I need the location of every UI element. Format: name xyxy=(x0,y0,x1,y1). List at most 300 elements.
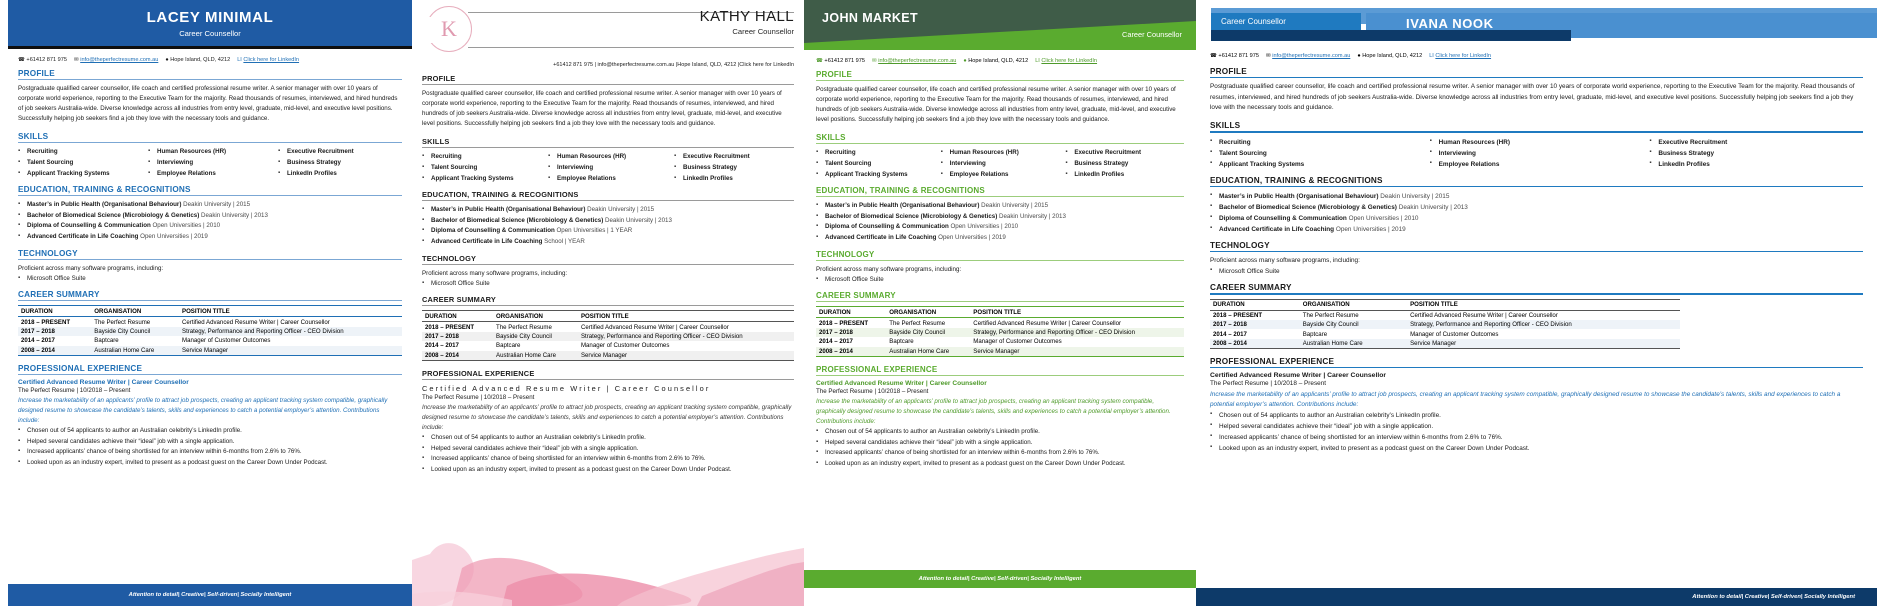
candidate-job-title: Career Counsellor xyxy=(1221,17,1286,26)
resume-card-john-market[interactable] xyxy=(804,0,1196,606)
contact-bar[interactable] xyxy=(422,62,794,68)
experience-role: Certified Advanced Resume Writer | Career Counsellor xyxy=(18,378,189,386)
table-row xyxy=(18,327,402,336)
education-item xyxy=(1210,224,1863,235)
section-title-technology: TECHNOLOGY xyxy=(422,253,477,263)
table-cell-organisation: Bayside City Council xyxy=(94,328,151,336)
education-item xyxy=(816,233,1184,244)
skill-item: ▪ Interviewing xyxy=(1430,148,1644,159)
career-summary-table xyxy=(18,306,402,355)
table-row xyxy=(1210,310,1680,320)
table-cell-duration: 2008 – 2014 xyxy=(425,351,459,359)
table-cell-organisation: Bayside City Council xyxy=(1302,321,1359,329)
table-header-row xyxy=(18,306,402,317)
education-institution: Deakin University | 2015 xyxy=(587,206,655,214)
table-cell-duration: 2008 – 2014 xyxy=(819,347,853,355)
resume-header-banner xyxy=(412,0,804,56)
contact-inline[interactable]: +61412 871 975 | info@theperfectresume.com.au |Hope Island, QLD, 4212 |Click here for LinkedIn xyxy=(553,62,794,68)
technology-intro: Proficient across many software programs, including: xyxy=(422,269,568,277)
education-item xyxy=(18,211,402,222)
skill-item: ▪ Applicant Tracking Systems xyxy=(816,170,935,181)
table-cell-organisation: The Perfect Resume xyxy=(94,318,151,326)
education-qualification: Bachelor of Biomedical Science (Microbiology & Genetics) xyxy=(1219,203,1399,211)
section-divider xyxy=(816,196,1184,197)
table-cell-duration: 2008 – 2014 xyxy=(1213,339,1247,347)
education-list xyxy=(18,200,402,243)
education-qualification: Diploma of Counselling & Communication xyxy=(27,222,153,230)
profile-text: Postgraduate qualified career counsellor, life coach and certified professional resume writer. A senior manager with over 10 years of corporate world experience, reporting to the Executive Team for the majority. Read thousands of resumes, interviewed, and hired hundreds of job seekers Australia-wide. Diverse knowledge across all industries from entry level, graduate, mid-level, and executive level positions. Successfully helping job seekers find a job they love with the necessary tools and guidance. xyxy=(1210,83,1855,111)
skill-item: ▪ Applicant Tracking Systems xyxy=(422,174,542,185)
education-qualification: Diploma of Counselling & Communication xyxy=(431,227,557,235)
skill-item: ▪ LinkedIn Profiles xyxy=(674,174,794,185)
phone-icon: ☎ xyxy=(18,57,25,63)
experience-bullet-item: ▪ Chosen out of 54 applicants to author an Australian celebrity’s LinkedIn profile. xyxy=(816,427,1184,438)
table-cell-organisation: Baptcare xyxy=(94,337,119,345)
experience-summary: Increase the marketability of an applicants’ profile to attract job prospects, creating an applicant tracking system compatible, graphically designed resume to showcase the candidate’s talents, skills and experiences to catch a potential employer’s attention. Contributions include: xyxy=(18,397,388,425)
contact-email[interactable]: info@theperfectresume.com.au xyxy=(80,57,159,63)
skill-item: ▪ Business Strategy xyxy=(1649,148,1863,159)
education-institution: Deakin University | 2013 xyxy=(1398,203,1468,211)
technology-list xyxy=(1210,266,1863,277)
contact-linkedin-link[interactable]: Click here for LinkedIn xyxy=(243,57,300,63)
technology-item: ▪ Microsoft Office Suite xyxy=(18,274,402,285)
experience-bullet-item: ▪ Chosen out of 54 applicants to author an Australian celebrity’s LinkedIn profile. xyxy=(422,433,794,444)
section-title-skills: SKILLS xyxy=(18,132,49,142)
skill-item: ▪ Employee Relations xyxy=(941,170,1060,181)
experience-company-dates: The Perfect Resume | 10/2018 – Present xyxy=(18,386,131,394)
table-cell-position: Service Manager xyxy=(973,347,1020,355)
skill-item: ▪ Recruiting xyxy=(816,148,935,159)
education-qualification: Bachelor of Biomedical Science (Microbiology & Genetics) xyxy=(431,216,605,224)
section-title-professional-experience: PROFESSIONAL EXPERIENCE xyxy=(422,368,535,378)
section-divider xyxy=(1210,293,1863,294)
header-rule-bottom xyxy=(468,47,794,48)
map-pin-icon: ● xyxy=(1357,53,1361,59)
linkedin-icon: LI xyxy=(237,57,242,63)
experience-bullet-item: ▪ Increased applicants’ chance of being shortlisted for an interview within 6-months from 2.6% to 76%. xyxy=(816,448,1184,459)
section-title-skills: SKILLS xyxy=(422,137,450,147)
career-summary-table xyxy=(1210,300,1680,349)
table-cell-duration: 2017 – 2018 xyxy=(1213,321,1247,329)
experience-role: Certified Advanced Resume Writer | Career Counsellor xyxy=(816,379,987,387)
technology-intro: Proficient across many software programs, including: xyxy=(18,264,164,272)
education-item xyxy=(422,216,794,227)
section-title-education: EDUCATION, TRAINING & RECOGNITIONS xyxy=(422,190,579,200)
candidate-job-title: Career Counsellor xyxy=(1122,30,1182,39)
table-cell-duration: 2017 – 2018 xyxy=(425,333,459,341)
table-row xyxy=(422,341,794,350)
education-institution: Deakin University | 2015 xyxy=(981,202,1049,210)
table-column-header: DURATION xyxy=(425,312,457,320)
table-column-header: DURATION xyxy=(21,307,53,315)
table-cell-organisation: Australian Home Care xyxy=(496,351,556,359)
skill-item: ▪ Executive Recruitment xyxy=(674,152,794,163)
table-cell-duration: 2014 – 2017 xyxy=(819,338,853,346)
contact-location: Hope Island, QLD, 4212 xyxy=(1362,53,1423,59)
section-divider xyxy=(816,260,1184,261)
skill-item: ▪ Recruiting xyxy=(1210,137,1424,148)
contact-phone: +61412 871 975 xyxy=(1218,53,1260,59)
skill-item: ▪ LinkedIn Profiles xyxy=(1649,159,1863,170)
linkedin-icon: LI xyxy=(1429,53,1434,59)
career-summary-table xyxy=(816,307,1184,356)
contact-location: Hope Island, QLD, 4212 xyxy=(968,58,1029,64)
table-cell-position: Certified Advanced Resume Writer | Career Counsellor xyxy=(580,323,729,331)
table-cell-position: Strategy, Performance and Reporting Officer - CEO Division xyxy=(580,333,743,341)
experience-bullet-item: ▪ Increased applicants’ chance of being shortlisted for an interview within 6-months from 2.6% to 76%. xyxy=(422,454,794,465)
education-qualification: Advanced Certificate in Life Coaching xyxy=(825,234,939,242)
section-title-career-summary: CAREER SUMMARY xyxy=(18,290,100,300)
experience-company-dates: The Perfect Resume | 10/2018 – Present xyxy=(1210,380,1327,388)
education-qualification: Diploma of Counselling & Communication xyxy=(825,223,951,231)
candidate-job-title: Career Counsellor xyxy=(732,27,794,36)
resume-card-lacey-minimal[interactable] xyxy=(8,0,412,606)
experience-bullet-item: ▪ Increased applicants’ chance of being shortlisted for an interview within 6-months from 2.6% to 76%. xyxy=(18,447,402,458)
technology-intro: Proficient across many software programs, including: xyxy=(816,265,962,273)
resume-card-ivana-nook[interactable] xyxy=(1196,0,1877,606)
table-cell-duration: 2017 – 2018 xyxy=(21,328,55,336)
contact-linkedin-link[interactable]: Click here for LinkedIn xyxy=(1435,53,1492,59)
experience-bullet-item: ▪ Looked upon as an industry expert, invited to present as a podcast guest on the Career Down Under Podcast. xyxy=(816,459,1184,470)
candidate-name: JOHN MARKET xyxy=(822,11,919,25)
experience-role: Certified Advanced Resume Writer | Career Counsellor xyxy=(422,383,711,393)
education-institution: Open Universities | 2019 xyxy=(1335,225,1406,233)
skills-list xyxy=(1210,137,1863,170)
footer-bar xyxy=(8,584,412,606)
resume-header-banner xyxy=(804,0,1196,50)
skill-item: ▪ Talent Sourcing xyxy=(1210,148,1424,159)
skill-item: ▪ Interviewing xyxy=(548,163,668,174)
table-cell-organisation: Australian Home Care xyxy=(94,346,155,354)
education-institution: Open Universities | 2019 xyxy=(140,233,208,241)
table-column-header: ORGANISATION xyxy=(1302,301,1350,309)
table-cell-duration: 2008 – 2014 xyxy=(21,346,55,354)
education-item xyxy=(1210,202,1863,213)
table-cell-duration: 2017 – 2018 xyxy=(819,329,853,337)
table-column-header: DURATION xyxy=(1213,301,1245,309)
table-cell-duration: 2018 – PRESENT xyxy=(1213,311,1263,319)
education-list xyxy=(1210,191,1863,235)
table-row xyxy=(1210,320,1680,329)
education-qualification: Bachelor of Biomedical Science (Microbiology & Genetics) xyxy=(27,211,201,219)
section-title-professional-experience: PROFESSIONAL EXPERIENCE xyxy=(1210,357,1335,367)
table-cell-organisation: Australian Home Care xyxy=(889,347,950,355)
education-institution: Deakin University | 2015 xyxy=(1380,192,1450,200)
watercolor-decoration xyxy=(412,490,804,606)
technology-list xyxy=(422,279,794,290)
envelope-icon: ✉ xyxy=(1266,53,1271,59)
technology-list xyxy=(18,274,402,285)
table-cell-organisation: Baptcare xyxy=(496,342,521,350)
footer-tagline: Attention to detail| Creative| Self-driven| Socially Intelligent xyxy=(1692,594,1855,600)
table-column-header: ORGANISATION xyxy=(94,307,142,315)
experience-bullet-item: ▪ Looked upon as an industry expert, invited to present as a podcast guest on the Career Down Under Podcast. xyxy=(1210,443,1863,454)
profile-text: Postgraduate qualified career counsellor, life coach and certified professional resume writer. A senior manager with over 10 years of corporate world experience, reporting to the Executive Team for the majority. Read thousands of resumes, interviewed, and hired hundreds of job seekers Australia-wide. Diverse knowledge across all industries from entry level, graduate, mid-level, and executive level positions. Successfully helping job seekers find a job they love with the necessary tools and guidance. xyxy=(816,86,1176,124)
table-header-row xyxy=(816,307,1184,318)
section-title-technology: TECHNOLOGY xyxy=(1210,240,1270,250)
education-institution: Deakin University | 2013 xyxy=(200,211,268,219)
table-cell-position: Strategy, Performance and Reporting Officer - CEO Division xyxy=(182,328,344,336)
skill-item: ▪ Human Resources (HR) xyxy=(148,147,272,158)
table-cell-position: Certified Advanced Resume Writer | Career Counsellor xyxy=(973,319,1122,327)
skills-list xyxy=(816,148,1184,180)
section-divider xyxy=(18,374,402,375)
section-title-profile: PROFILE xyxy=(422,74,456,83)
technology-intro: Proficient across many software programs, including: xyxy=(1210,256,1360,264)
footer-tagline: Attention to detail| Creative| Self-driven| Socially Intelligent xyxy=(128,592,292,598)
header-band-dark xyxy=(1211,30,1571,41)
table-cell-position: Manager of Customer Outcomes xyxy=(1410,330,1499,338)
education-institution: Open Universities | 2010 xyxy=(950,223,1019,231)
table-row xyxy=(1210,339,1680,348)
table-cell-organisation: Bayside City Council xyxy=(889,329,946,337)
table-cell-organisation: Baptcare xyxy=(889,338,914,346)
candidate-name: IVANA NOOK xyxy=(1406,16,1494,31)
skill-item: ▪ Talent Sourcing xyxy=(816,159,935,170)
section-divider xyxy=(422,379,794,380)
education-list-alt xyxy=(422,205,794,248)
experience-summary: Increase the marketability of an applicants’ profile to attract job prospects, creating an applicant tracking system compatible, graphically designed resume to showcase the candidate’s talents, skills and experiences to catch a potential employer’s attention. Contributions include: xyxy=(1210,390,1841,408)
table-column-header: POSITION TITLE xyxy=(182,307,230,315)
table-cell-position: Manager of Customer Outcomes xyxy=(580,342,670,350)
technology-list xyxy=(816,275,1184,286)
education-item xyxy=(422,226,794,237)
table-cell-position: Manager of Customer Outcomes xyxy=(973,338,1062,346)
experience-summary: Increase the marketability of an applicants’ profile to attract job prospects, creating an applicant tracking system compatible, graphically designed resume to showcase the candidate’s talents, skills and experiences to catch a potential employer’s attention. Contributions include: xyxy=(422,404,792,432)
experience-bullet-item: ▪ Helped several candidates achieve their “ideal” job with a single application. xyxy=(18,437,402,448)
table-cell-position: Certified Advanced Resume Writer | Career Counsellor xyxy=(1410,311,1558,319)
table-column-header: POSITION TITLE xyxy=(973,308,1022,316)
section-divider xyxy=(18,300,402,301)
section-divider xyxy=(422,264,794,265)
education-item xyxy=(18,200,402,211)
experience-bullets xyxy=(18,426,402,469)
phone-icon: ☎ xyxy=(1210,53,1217,59)
skill-item: ▪ Interviewing xyxy=(941,159,1060,170)
profile-text: Postgraduate qualified career counsellor, life coach and certified professional resume writer. A senior manager with over 10 years of corporate world experience, reporting to the Executive Team for the majority. Read thousands of resumes, interviewed, and hired hundreds of job seekers Australia-wide. Diverse knowledge across all industries from entry level, graduate, mid-level, and executive level positions. Successfully helping job seekers find a job they love with the necessary tools and guidance. xyxy=(422,90,782,128)
section-divider xyxy=(1210,251,1863,252)
monogram-letter: K xyxy=(441,16,457,41)
contact-bar xyxy=(816,58,1184,64)
table-row xyxy=(816,347,1184,356)
table-column-header: POSITION TITLE xyxy=(1410,301,1458,309)
contact-email[interactable]: info@theperfectresume.com.au xyxy=(878,58,957,64)
education-institution: Open Universities | 2010 xyxy=(152,222,221,230)
experience-bullet-item: ▪ Increased applicants’ chance of being shortlisted for an interview within 6-months from 2.6% to 76%. xyxy=(1210,432,1863,443)
candidate-job-title: Career Counsellor xyxy=(179,28,241,38)
skill-item: ▪ Business Strategy xyxy=(1065,159,1184,170)
skill-item: ▪ Interviewing xyxy=(148,158,272,169)
envelope-icon: ✉ xyxy=(872,58,877,64)
experience-bullet-item: ▪ Chosen out of 54 applicants to author an Australian celebrity’s LinkedIn profile. xyxy=(1210,410,1863,421)
skill-item: ▪ Human Resources (HR) xyxy=(1430,137,1644,148)
contact-location: Hope Island, QLD, 4212 xyxy=(170,57,231,63)
skill-item: ▪ Employee Relations xyxy=(1430,159,1644,170)
table-cell-duration: 2018 – PRESENT xyxy=(425,323,475,331)
skill-item: ▪ Executive Recruitment xyxy=(1065,148,1184,159)
education-item xyxy=(422,205,794,216)
skill-item: ▪ Business Strategy xyxy=(278,158,402,169)
linkedin-icon: LI xyxy=(1035,58,1040,64)
section-divider xyxy=(816,301,1184,302)
table-row xyxy=(422,351,794,360)
experience-bullet-item: ▪ Helped several candidates achieve their “ideal” job with a single application. xyxy=(816,438,1184,449)
education-qualification: Advanced Certificate in Life Coaching xyxy=(27,233,141,241)
footer-bar xyxy=(1196,588,1877,606)
skill-item: ▪ LinkedIn Profiles xyxy=(1065,170,1184,181)
table-cell-organisation: Australian Home Care xyxy=(1302,339,1363,347)
education-item xyxy=(816,222,1184,233)
education-qualification: Master’s in Public Health (Organisational Behaviour) xyxy=(431,206,588,214)
table-cell-duration: 2018 – PRESENT xyxy=(21,318,71,326)
table-cell-position: Strategy, Performance and Reporting Officer - CEO Division xyxy=(1410,321,1572,329)
header-triangle-shape xyxy=(804,0,1196,50)
experience-company-dates: The Perfect Resume | 10/2018 – Present xyxy=(422,393,535,401)
resume-card-kathy-hall[interactable] xyxy=(412,0,804,606)
education-institution: Deakin University | 2013 xyxy=(604,216,672,224)
contact-bar xyxy=(1210,53,1863,59)
contact-linkedin-link[interactable]: Click here for LinkedIn xyxy=(1041,58,1098,64)
section-divider xyxy=(1210,131,1863,132)
education-qualification: Bachelor of Biomedical Science (Microbiology & Genetics) xyxy=(825,212,999,220)
experience-bullets xyxy=(816,427,1184,470)
education-qualification: Master’s in Public Health (Organisational Behaviour) xyxy=(825,202,982,210)
education-institution: Deakin University | 2013 xyxy=(998,212,1066,220)
section-title-skills: SKILLS xyxy=(1210,121,1241,131)
technology-item: ▪ Microsoft Office Suite xyxy=(816,275,1184,286)
table-row xyxy=(422,332,794,341)
table-column-header: POSITION TITLE xyxy=(580,312,629,320)
section-divider xyxy=(816,80,1184,81)
table-row xyxy=(1210,329,1680,338)
table-cell-position: Service Manager xyxy=(182,346,229,354)
education-item xyxy=(1210,191,1863,202)
section-title-technology: TECHNOLOGY xyxy=(816,249,875,259)
table-row xyxy=(18,336,402,345)
education-qualification: Master’s in Public Health (Organisational Behaviour) xyxy=(1219,192,1381,200)
contact-phone: +61412 871 975 xyxy=(824,58,866,64)
education-qualification: Diploma of Counselling & Communication xyxy=(1219,214,1349,222)
section-title-professional-experience: PROFESSIONAL EXPERIENCE xyxy=(816,364,938,374)
education-item xyxy=(816,212,1184,223)
experience-summary: Increase the marketability of an applicants’ profile to attract job prospects, creating an applicant tracking system compatible, graphically designed resume to showcase the candidate’s talents, skills and experiences to catch a potential employer’s attention. Contributions include: xyxy=(816,398,1171,426)
education-institution: Open Universities | 1 YEAR xyxy=(556,227,633,235)
section-title-profile: PROFILE xyxy=(1210,67,1247,76)
table-cell-position: Service Manager xyxy=(1410,339,1457,347)
table-cell-duration: 2014 – 2017 xyxy=(21,337,55,345)
section-divider xyxy=(18,79,402,80)
skills-list xyxy=(18,147,402,179)
section-divider xyxy=(1210,77,1863,78)
section-title-technology: TECHNOLOGY xyxy=(18,248,78,258)
section-title-education: EDUCATION, TRAINING & RECOGNITIONS xyxy=(816,186,985,196)
skill-item: ▪ Employee Relations xyxy=(548,174,668,185)
resume-header-banner xyxy=(1196,0,1877,44)
table-row xyxy=(18,317,402,327)
phone-icon: ☎ xyxy=(816,58,823,64)
section-title-skills: SKILLS xyxy=(816,133,846,143)
table-row xyxy=(18,346,402,355)
table-column-header: ORGANISATION xyxy=(889,308,937,316)
envelope-icon: ✉ xyxy=(74,57,79,63)
skill-item: ▪ Recruiting xyxy=(422,152,542,163)
section-divider xyxy=(422,84,794,85)
footer-tagline: Attention to detail| Creative| Self-driven| Socially Intelligent xyxy=(918,576,1082,582)
education-item xyxy=(816,201,1184,212)
education-institution: Open Universities | 2019 xyxy=(938,234,1006,242)
table-column-header: ORGANISATION xyxy=(496,312,543,320)
table-row xyxy=(422,322,794,332)
table-cell-position: Manager of Customer Outcomes xyxy=(182,337,271,345)
education-item xyxy=(18,232,402,243)
experience-bullets xyxy=(422,433,794,476)
technology-item: ▪ Microsoft Office Suite xyxy=(422,279,794,290)
skill-item: ▪ Talent Sourcing xyxy=(422,163,542,174)
education-qualification: Advanced Certificate in Life Coaching xyxy=(1219,225,1336,233)
experience-bullet-item: ▪ Looked upon as an industry expert, invited to present as a podcast guest on the Career Down Under Podcast. xyxy=(422,465,794,476)
section-divider xyxy=(18,142,402,143)
skill-item: ▪ Business Strategy xyxy=(674,163,794,174)
table-cell-position: Strategy, Performance and Reporting Officer - CEO Division xyxy=(973,329,1135,337)
technology-item: ▪ Microsoft Office Suite xyxy=(1210,266,1863,277)
experience-company-dates: The Perfect Resume | 10/2018 – Present xyxy=(816,387,929,395)
education-qualification: Master’s in Public Health (Organisational Behaviour) xyxy=(27,201,184,209)
section-divider xyxy=(422,305,794,306)
table-cell-organisation: The Perfect Resume xyxy=(496,323,552,331)
table-cell-duration: 2014 – 2017 xyxy=(425,342,459,350)
skills-list xyxy=(422,152,794,184)
section-title-profile: PROFILE xyxy=(816,70,853,79)
education-institution: Deakin University | 2015 xyxy=(183,201,251,209)
experience-bullets xyxy=(1210,410,1863,454)
table-row xyxy=(816,318,1184,328)
table-cell-organisation: Baptcare xyxy=(1302,330,1328,338)
section-title-profile: PROFILE xyxy=(18,69,55,78)
table-cell-organisation: The Perfect Resume xyxy=(1302,311,1359,319)
education-qualification: Advanced Certificate in Life Coaching xyxy=(431,238,545,246)
skill-item: ▪ Executive Recruitment xyxy=(1649,137,1863,148)
table-header-row xyxy=(1210,300,1680,311)
skill-item: ▪ Employee Relations xyxy=(148,169,272,180)
section-divider xyxy=(816,375,1184,376)
experience-bullet-item: ▪ Looked upon as an industry expert, invited to present as a podcast guest on the Career Down Under Podcast. xyxy=(18,458,402,469)
skill-item: ▪ Executive Recruitment xyxy=(278,147,402,158)
footer-bar xyxy=(804,570,1196,588)
career-summary-table xyxy=(422,311,794,360)
education-list xyxy=(816,201,1184,244)
education-institution: School | YEAR xyxy=(544,238,585,246)
experience-bullet-item: ▪ Helped several candidates achieve their “ideal” job with a single application. xyxy=(1210,421,1863,432)
skill-item: ▪ Applicant Tracking Systems xyxy=(1210,159,1424,170)
experience-bullet-item: ▪ Helped several candidates achieve their “ideal” job with a single application. xyxy=(422,444,794,455)
education-item xyxy=(18,221,402,232)
education-item xyxy=(422,237,794,248)
section-divider xyxy=(1210,186,1863,187)
table-cell-position: Certified Advanced Resume Writer | Career Counsellor xyxy=(182,318,330,326)
table-row xyxy=(816,328,1184,337)
table-cell-duration: 2014 – 2017 xyxy=(1213,330,1247,338)
map-pin-icon: ● xyxy=(963,58,967,64)
table-cell-organisation: The Perfect Resume xyxy=(889,319,946,327)
contact-email[interactable]: info@theperfectresume.com.au xyxy=(1272,53,1351,59)
profile-text: Postgraduate qualified career counsellor, life coach and certified professional resume writer. A senior manager with over 10 years of corporate world experience, reporting to the Executive Team for the majority. Read thousands of resumes, interviewed, and hired hundreds of job seekers Australia-wide. Diverse knowledge across all industries from entry level, graduate, mid-level, and executive level positions. Successfully helping job seekers find a job they love with the necessary tools and guidance. xyxy=(18,85,398,123)
table-row xyxy=(816,337,1184,346)
table-cell-duration: 2018 – PRESENT xyxy=(819,319,869,327)
education-institution: Open Universities | 2010 xyxy=(1348,214,1419,222)
map-pin-icon: ● xyxy=(165,57,169,63)
section-divider xyxy=(18,195,402,196)
section-divider xyxy=(422,147,794,148)
